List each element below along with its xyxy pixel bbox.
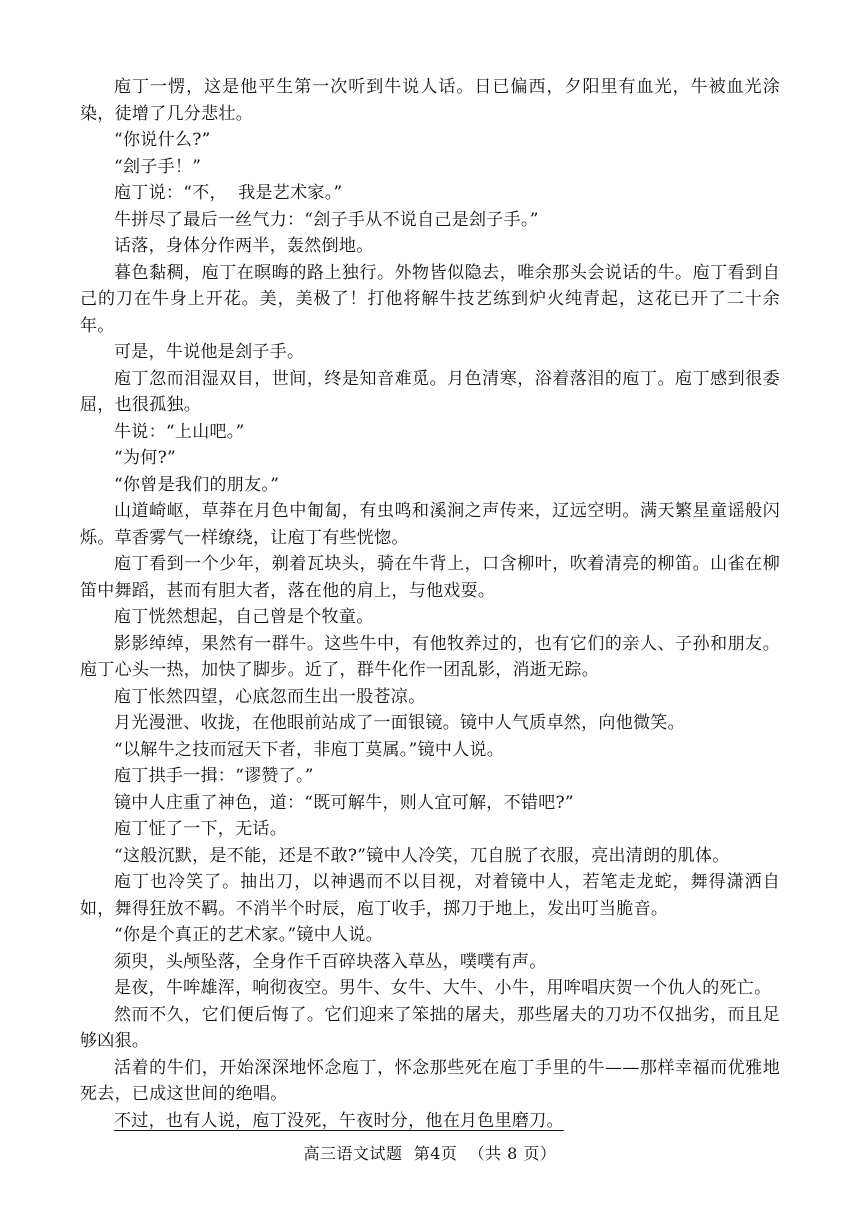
paragraph: 暮色黏稠，庖丁在暝晦的路上独行。外物皆似隐去，唯余那头会说话的牛。庖丁看到自己的刀在牛身上开花。美，美极了！打他将解牛技艺练到炉火纯青起，这花已开了二十余年。 xyxy=(80,262,780,336)
paragraph: 影影绰绰，果然有一群牛。这些牛中，有他牧养过的，也有它们的亲人、子孙和朋友。庖丁心头一热，加快了脚步。近了，群牛化作一团乱影，消逝无踪。 xyxy=(80,633,780,680)
paragraph: 庖丁怔了一下，无话。 xyxy=(114,819,287,839)
paragraph: 是夜，牛哞雄浑，响彻夜空。男牛、女牛、大牛、小牛，用哞唱庆贺一个仇人的死亡。 xyxy=(114,978,772,998)
underlined-text: 不过，也有人说，庖丁没死，午夜时分，他在月色里磨刀。 xyxy=(114,1110,564,1131)
paragraph: 然而不久，它们便后悔了。它们迎来了笨拙的屠夫，那些屠夫的刀功不仅拙劣，而且足够凶狠。 xyxy=(80,1004,780,1051)
paragraph: 庖丁也冷笑了。抽出刀，以神遇而不以目视，对着镜中人，若笔走龙蛇，舞得潇洒自如，舞得狂放不羁。不消半个时辰，庖丁收手，掷刀于地上，发出叮当脆音。 xyxy=(80,872,780,919)
paragraph: “这般沉默，是不能，还是不敢?”镜中人冷笑，兀自脱了衣服，亮出清朗的肌体。 xyxy=(114,845,730,866)
article-body xyxy=(80,74,780,1134)
paragraph: 话落，身体分作两半，轰然倒地。 xyxy=(114,236,374,256)
page-footer: 高三语文试题 第4页 （共 8 页） xyxy=(303,1144,557,1163)
paragraph: 庖丁拱手一揖：“谬赞了。” xyxy=(114,766,314,786)
paragraph: 庖丁一愣，这是他平生第一次听到牛说人话。日已偏西，夕阳里有血光，牛被血光涂染，徒增了几分悲壮。 xyxy=(80,77,780,124)
paragraph: “你说什么?” xyxy=(114,130,211,150)
paragraph: 牛说：“上山吧。” xyxy=(114,421,245,442)
paragraph: 庖丁忽而泪湿双目，世间，终是知音难觅。月色清寒，浴着落泪的庖丁。庖丁感到很委屈，也很孤独。 xyxy=(80,368,780,415)
paragraph: 山道崎岖，草莽在月色中匍匐，有虫鸣和溪涧之声传来，辽远空明。满天繁星童谣般闪烁。草香雾气一样缭绕，让庖丁有些恍惚。 xyxy=(80,501,780,548)
paragraph: 月光漫泄、收拢，在他眼前站成了一面银镜。镜中人气质卓然，向他微笑。 xyxy=(114,713,685,733)
paragraph: 活着的牛们，开始深深地怀念庖丁，怀念那些死在庖丁手里的牛——那样幸福而优雅地死去，已成这世间的绝唱。 xyxy=(80,1057,780,1104)
underlined-final-paragraph xyxy=(80,1108,780,1135)
paragraph: “你曾是我们的朋友。” xyxy=(114,474,280,495)
paragraph: 牛拼尽了最后一丝气力：“刽子手从不说自己是刽子手。” xyxy=(114,209,539,230)
paragraph: 庖丁看到一个少年，剃着瓦块头，骑在牛背上，口含柳叶，吹着清亮的柳笛。山雀在柳笛中舞蹈，甚而有胆大者，落在他的肩上，与他戏耍。 xyxy=(80,554,780,601)
paragraph: “刽子手！” xyxy=(114,156,202,177)
paragraph: “为何?” xyxy=(114,448,176,468)
paragraph: 庖丁恍然想起，自己曾是个牧童。 xyxy=(114,607,374,627)
paragraph: “以解牛之技而冠天下者，非庖丁莫属。”镜中人说。 xyxy=(114,739,505,760)
paragraph: “你是个真正的艺术家。”镜中人说。 xyxy=(114,925,383,945)
paragraph: 庖丁怅然四望，心底忽而生出一股苍凉。 xyxy=(114,686,426,707)
paragraph: 庖丁说：“不， 我是艺术家。” xyxy=(114,183,343,203)
paragraph: 可是，牛说他是刽子手。 xyxy=(114,342,305,362)
paragraph: 须臾，头颅坠落，全身作千百碎块落入草丛，噗噗有声。 xyxy=(114,951,547,972)
paragraph: 镜中人庄重了神色，道：“既可解牛，则人宜可解，不错吧?” xyxy=(114,792,574,813)
